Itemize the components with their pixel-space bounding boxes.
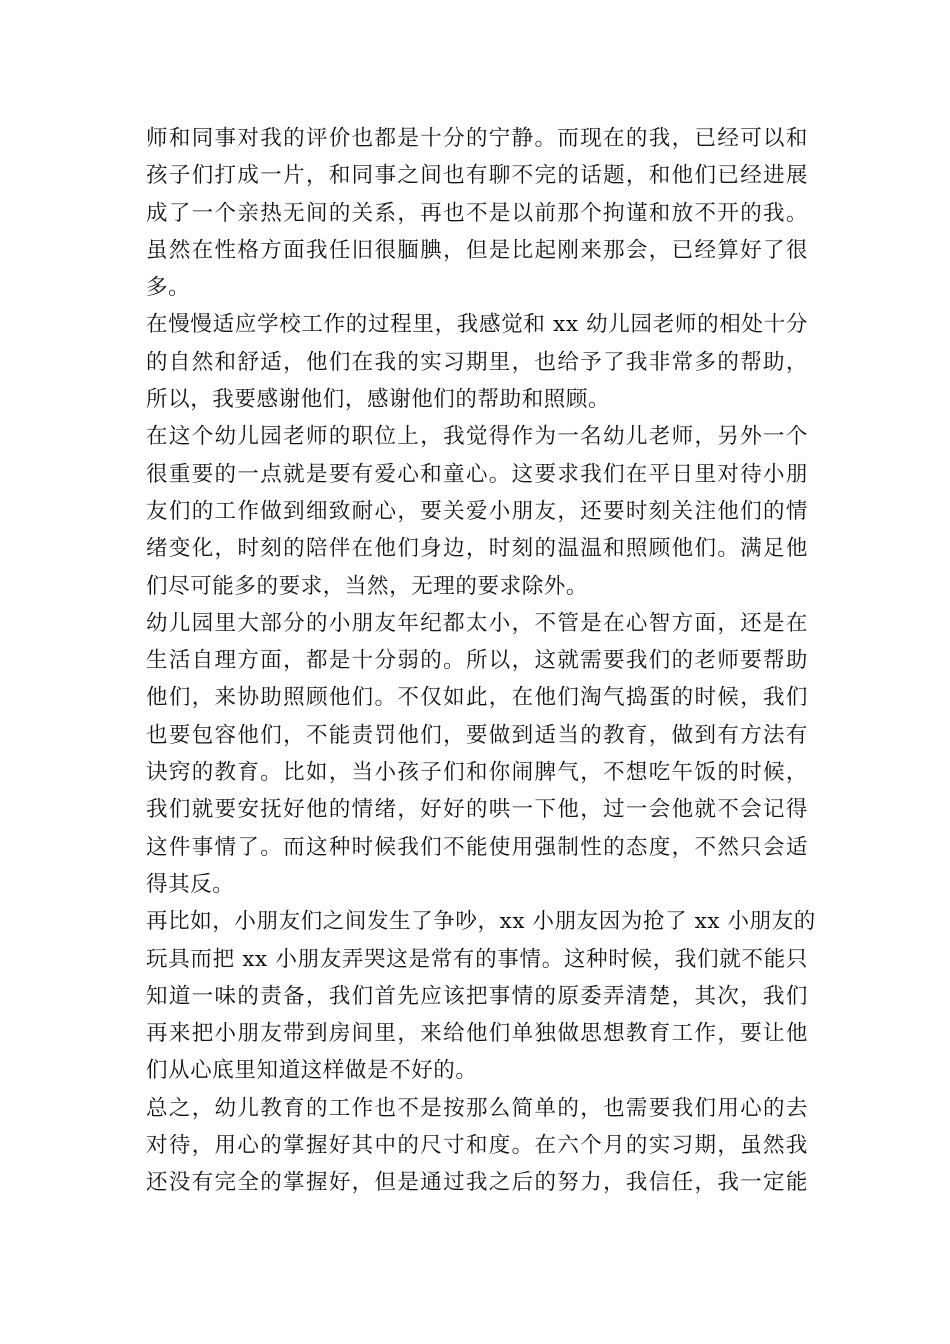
text-line: 还没有完全的掌握好，但是通过我之后的努力，我信任，我一定能 xyxy=(146,1170,808,1196)
document-body xyxy=(146,120,816,1202)
text-line: 再来把小朋友带到房间里，来给他们单独做思想教育工作，要让他 xyxy=(146,1021,808,1047)
text-line: 生活自理方面，都是十分弱的。所以，这就需要我们的老师要帮助 xyxy=(146,648,808,674)
text-line: 多。 xyxy=(146,275,191,301)
text-line: 们尽可能多的要求，当然，无理的要求除外。 xyxy=(146,573,589,599)
text-line: 这件事情了。而这种时候我们不能使用强制性的态度，不然只会适 xyxy=(146,834,808,860)
text-line: 在慢慢适应学校工作的过程里，我感觉和 xx 幼儿园老师的相处十分 xyxy=(146,312,808,338)
text-line: 孩子们打成一片，和同事之间也有聊不完的话题，和他们已经进展 xyxy=(146,163,808,189)
text-line: 诀窍的教育。比如，当小孩子们和你闹脾气，不想吃午饭的时候， xyxy=(146,760,808,786)
text-line: 在这个幼儿园老师的职位上，我觉得作为一名幼儿老师，另外一个 xyxy=(146,424,808,450)
text-line: 我们就要安抚好他的情绪，好好的哄一下他，过一会他就不会记得 xyxy=(146,797,808,823)
text-line: 知道一味的责备，我们首先应该把事情的原委弄清楚，其次，我们 xyxy=(146,983,808,1009)
text-line: 总之，幼儿教育的工作也不是按那么简单的，也需要我们用心的去 xyxy=(146,1095,808,1121)
text-line: 虽然在性格方面我任旧很腼腆，但是比起刚来那会，已经算好了很 xyxy=(146,237,808,263)
text-line: 师和同事对我的评价也都是十分的宁静。而现在的我，已经可以和 xyxy=(146,126,808,151)
text-line: 们从心底里知道这样做是不好的。 xyxy=(146,1058,478,1084)
text-line: 所以，我要感谢他们，感谢他们的帮助和照顾。 xyxy=(146,387,611,413)
text-line: 玩具而把 xx 小朋友弄哭这是常有的事情。这种时候，我们就不能只 xyxy=(146,946,808,972)
text-line: 友们的工作做到细致耐心，要关爱小朋友，还要时刻关注他们的情 xyxy=(146,498,808,524)
text-line: 很重要的一点就是要有爱心和童心。这要求我们在平日里对待小朋 xyxy=(146,461,808,487)
text-line: 幼儿园里大部分的小朋友年纪都太小，不管是在心智方面，还是在 xyxy=(146,610,808,636)
text-line: 绪变化，时刻的陪伴在他们身边，时刻的温温和照顾他们。满足他 xyxy=(146,536,808,562)
text-line: 他们，来协助照顾他们。不仅如此，在他们淘气捣蛋的时候，我们 xyxy=(146,685,808,711)
text-line: 再比如，小朋友们之间发生了争吵，xx 小朋友因为抢了 xx 小朋友的 xyxy=(146,909,816,935)
text-line: 得其反。 xyxy=(146,871,235,897)
text-line: 成了一个亲热无间的关系，再也不是以前那个拘谨和放不开的我。 xyxy=(146,200,808,226)
text-line: 也要包容他们，不能责罚他们，要做到适当的教育，做到有方法有 xyxy=(146,722,808,748)
text-line: 对待，用心的掌握好其中的尺寸和度。在六个月的实习期，虽然我 xyxy=(146,1133,808,1159)
text-line: 的自然和舒适，他们在我的实习期里，也给予了我非常多的帮助， xyxy=(146,349,808,375)
